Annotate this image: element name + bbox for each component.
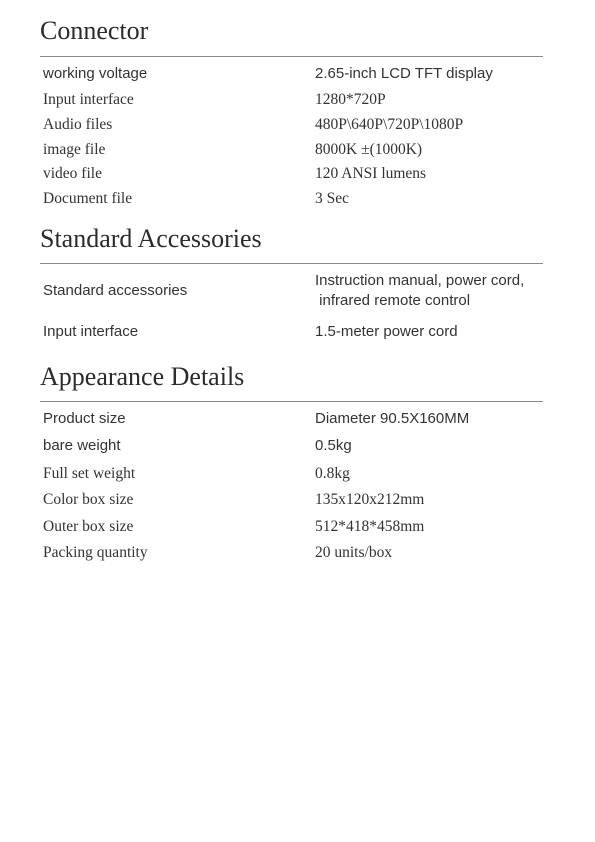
spec-value-line: Instruction manual, power cord, (315, 272, 525, 289)
spec-label: Full set weight (43, 465, 136, 482)
spec-value: 512*418*458mm (315, 518, 425, 535)
spec-value: Diameter 90.5X160MM (315, 410, 470, 427)
spec-value: 20 units/box (315, 544, 393, 561)
section-title-accessories: Standard Accessories (40, 224, 262, 253)
section-divider (40, 263, 543, 264)
spec-label: Standard accessories (43, 282, 188, 299)
spec-label: Input interface (43, 323, 139, 340)
spec-value: 135x120x212mm (315, 491, 425, 508)
spec-label: Packing quantity (43, 544, 148, 561)
spec-label: bare weight (43, 437, 121, 454)
section-title-connector: Connector (40, 16, 149, 45)
spec-value-line: infrared remote control (315, 292, 471, 309)
spec-value: 3 Sec (315, 190, 350, 207)
spec-label: image file (43, 141, 106, 158)
spec-label: Product size (43, 410, 126, 427)
spec-label: Color box size (43, 491, 134, 508)
spec-label: Input interface (43, 91, 134, 108)
spec-value: 8000K ±(1000K) (315, 141, 423, 158)
spec-value: 0.5kg (315, 437, 352, 454)
spec-value: 1.5-meter power cord (315, 323, 458, 340)
spec-value: 480P\640P\720P\1080P (315, 116, 464, 133)
spec-label: working voltage (43, 65, 148, 82)
spec-label: video file (43, 165, 102, 182)
spec-value: 0.8kg (315, 465, 350, 482)
section-divider (40, 401, 543, 402)
spec-label: Audio files (43, 116, 113, 133)
spec-value: 2.65-inch LCD TFT display (315, 65, 493, 82)
spec-value: 1280*720P (315, 91, 386, 108)
spec-label: Document file (43, 190, 133, 207)
section-divider (40, 56, 543, 57)
section-title-appearance: Appearance Details (40, 362, 245, 391)
spec-label: Outer box size (43, 518, 134, 535)
spec-value: 120 ANSI lumens (315, 165, 427, 182)
